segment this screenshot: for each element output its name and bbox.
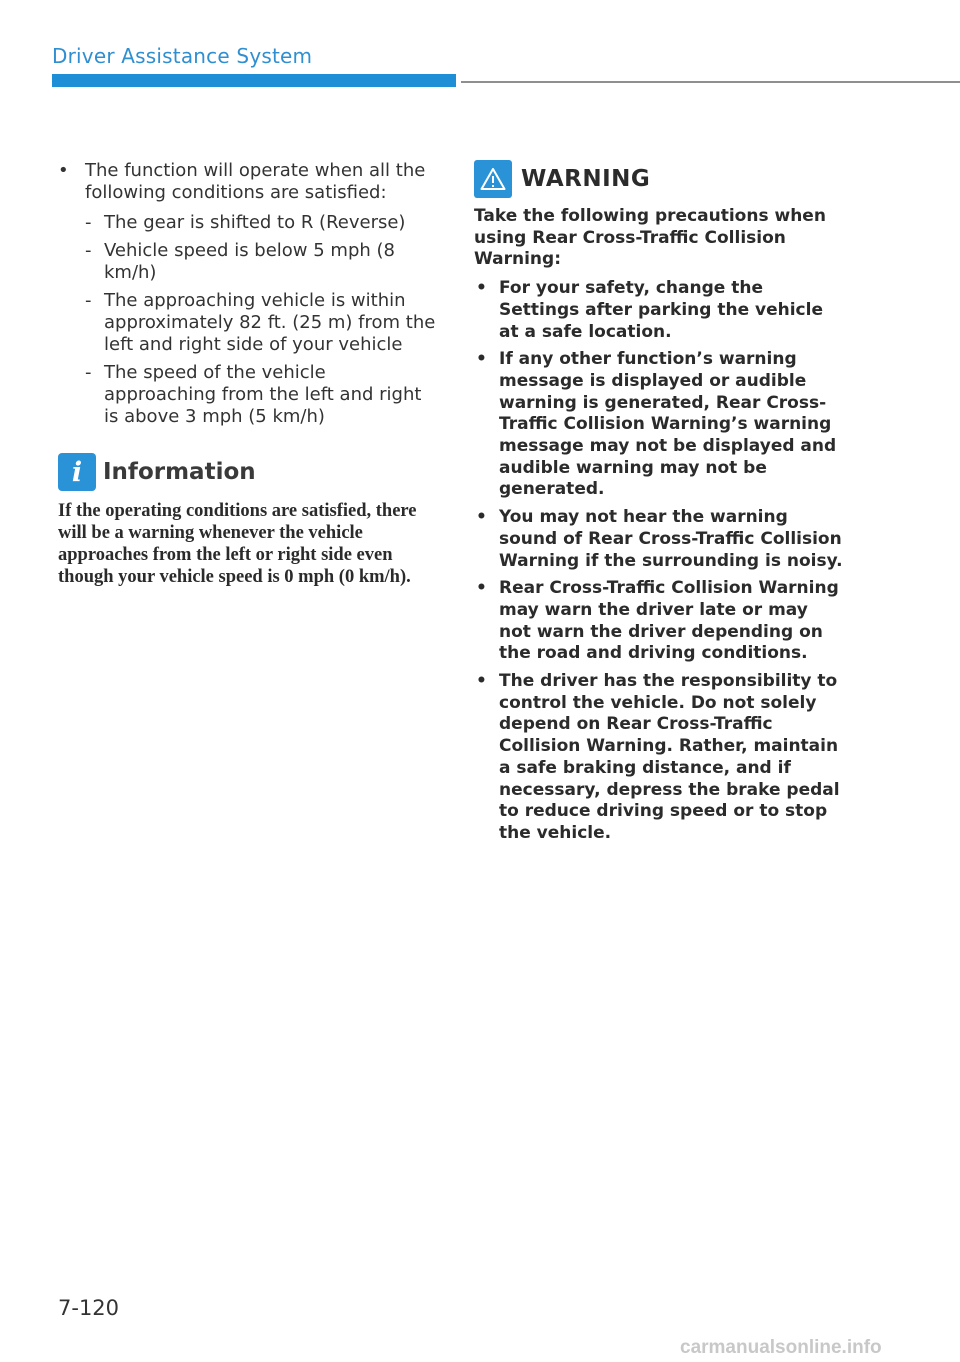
information-body: If the operating conditions are satisfied, there will be a warning whenever the vehicle approaches from the left or right side even though your vehicle speed is 0 mph (0 km/h).	[58, 501, 417, 587]
condition-text: Vehicle speed is below 5 mph (8 km/h)	[104, 240, 395, 283]
warning-item	[474, 349, 844, 501]
warning-triangle-icon	[474, 160, 512, 198]
bullet-marker: •	[476, 278, 487, 299]
condition-text: The gear is shifted to R (Reverse)	[104, 212, 406, 233]
warning-header	[474, 160, 844, 198]
dash-marker: -	[85, 240, 92, 261]
bullet-marker: •	[58, 160, 69, 181]
warning-item-text: You may not hear the warning sound of Rear Cross-Traffic Collision Warning if the surrounding is noisy.	[499, 507, 843, 571]
condition-item	[58, 290, 438, 356]
condition-text: The speed of the vehicle approaching from the left and right is above 3 mph (5 km/h)	[104, 362, 422, 427]
dash-marker: -	[85, 362, 92, 383]
warning-title: WARNING	[521, 166, 651, 192]
bullet-marker: •	[476, 578, 487, 599]
warning-item	[474, 507, 844, 572]
left-column	[58, 160, 438, 588]
warning-list	[474, 278, 844, 845]
information-header	[58, 453, 438, 491]
warning-item-text: For your safety, change the Settings after parking the vehicle at a safe location.	[499, 278, 823, 342]
condition-item	[58, 362, 438, 428]
warning-item	[474, 578, 844, 665]
bullet-marker: •	[476, 507, 487, 528]
info-icon: i	[58, 453, 96, 491]
warning-item	[474, 671, 844, 845]
dash-marker: -	[85, 212, 92, 233]
watermark: carmanualsonline.info	[680, 1337, 882, 1358]
bullet-marker: •	[476, 671, 487, 692]
header-accent-rule	[52, 74, 456, 87]
right-column	[474, 160, 844, 851]
operating-conditions-text: The function will operate when all the following conditions are satisfied:	[85, 160, 426, 203]
warning-item-text: Rear Cross-Traffic Collision Warning may warn the driver late or may not warn the driver depending on the road and driving conditions.	[499, 578, 839, 664]
warning-item	[474, 278, 844, 343]
warning-item-text: If any other function’s warning message is displayed or audible warning is generated, Rear Cross-Traffic Collision Warning’s warning message may not be displayed and audible warning may not be generated.	[499, 349, 837, 500]
condition-item	[58, 212, 438, 234]
dash-marker: -	[85, 290, 92, 311]
header-divider	[461, 81, 960, 83]
condition-item	[58, 240, 438, 284]
warning-item-text: The driver has the responsibility to control the vehicle. Do not solely depend on Rear Cross-Traffic Collision Warning. Rather, maintain a safe braking distance, and if necessary, depress the brake pedal to reduce driving speed or to stop the vehicle.	[499, 671, 840, 843]
information-title: Information	[103, 459, 256, 485]
warning-intro: Take the following precautions when using Rear Cross-Traffic Collision Warning:	[474, 206, 826, 270]
conditions-sub-list	[58, 212, 438, 428]
bullet-marker: •	[476, 349, 487, 370]
page-number: 7-120	[58, 1296, 120, 1320]
condition-text: The approaching vehicle is within approximately 82 ft. (25 m) from the left and right side of your vehicle	[104, 290, 436, 355]
section-title: Driver Assistance System	[52, 44, 313, 68]
operating-conditions-item	[58, 160, 438, 204]
